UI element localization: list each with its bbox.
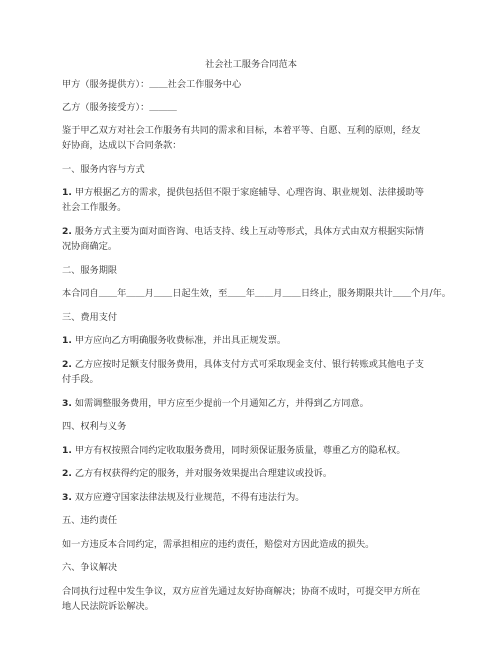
clause-number: 2.: [62, 359, 72, 370]
clause-number: 3.: [62, 398, 72, 409]
clause-6-line-1: 合同执行过程中发生争议，双方应首先通过友好协商解决；协商不成时，可提交甲方所在: [62, 586, 421, 597]
clause-text: 如需调整服务费用，甲方应至少提前一个月通知乙方，并得到乙方同意。: [74, 398, 369, 409]
clause-text: 乙方有权获得约定的服务，并对服务效果提出合理建议或投诉。: [74, 468, 333, 479]
section-1-heading: 一、服务内容与方式: [62, 164, 145, 175]
section-2-heading: 二、服务期限: [62, 265, 118, 276]
clause-4-3: [62, 490, 440, 506]
section-4-heading: 四、权利与义务: [62, 421, 127, 432]
clause-1-1-cont: 社会工作服务。: [62, 202, 127, 213]
clause-text: 甲方应向乙方明确服务收费标准，并出具正规发票。: [74, 335, 287, 346]
party-b-blank: ＿＿＿: [149, 102, 177, 113]
clause-text: 甲方有权按照合同约定收取服务费用，同时须保证服务质量，尊重乙方的隐私权。: [74, 445, 406, 456]
party-b-line: [62, 100, 440, 116]
clause-3-2-cont: 付手段。: [62, 374, 99, 385]
section-6-heading: 六、争议解决: [62, 562, 118, 573]
clause-text: 双方应遵守国家法律法规及行业规范，不得有违法行为。: [74, 492, 305, 503]
clause-5-text: 如一方违反本合同约定，需承担相应的违约责任，赔偿对方因此造成的损失。: [62, 539, 375, 550]
clause-6-line-2: 地人民法院诉讼解决。: [62, 601, 154, 612]
clause-4-1: [62, 443, 440, 459]
party-a-label: 甲方（服务提供方）：: [62, 79, 150, 90]
clause-text: 服务方式主要为面对面咨询、电话支持、线上互动等形式，具体方式由双方根据实际情: [74, 226, 424, 237]
clause-number: 1.: [62, 445, 72, 456]
section-5-heading: 五、违约责任: [62, 515, 118, 526]
section-3-heading: 三、费用支付: [62, 312, 118, 323]
party-a-line: [62, 77, 440, 93]
clause-4-2: [62, 466, 440, 482]
clause-1-2-cont: 况协商确定。: [62, 241, 118, 252]
clause-number: 1.: [62, 187, 72, 198]
party-a-blank: ＿＿: [149, 79, 168, 90]
intro-line-1: 鉴于甲乙双方对社会工作服务有共同的需求和目标，本着平等、自愿、互利的原则，经友: [62, 125, 421, 136]
clause-1-2: [62, 224, 440, 240]
clause-text: 乙方应按时足额支付服务费用，具体支付方式可采取现金支付、银行转账或其他电子支: [74, 359, 424, 370]
clause-number: 2.: [62, 468, 72, 479]
clause-1-1: [62, 185, 440, 201]
service-term-line: 本合同自＿＿年＿＿月＿＿日起生效，至＿＿年＿＿月＿＿日终止，服务期限共计＿＿个月/年。: [62, 288, 451, 299]
intro-line-2: 好协商，达成以下合同条款：: [62, 140, 182, 151]
document-title: 社会社工服务合同范本: [205, 59, 297, 70]
clause-text: 甲方根据乙方的需求，提供包括但不限于家庭辅导、心理咨询、职业规划、法律援助等: [74, 187, 424, 198]
party-b-label: 乙方（服务接受方）：: [62, 102, 150, 113]
clause-number: 2.: [62, 226, 72, 237]
clause-3-2: [62, 357, 440, 373]
clause-3-1: [62, 333, 440, 349]
clause-number: 3.: [62, 492, 72, 503]
clause-3-3: [62, 396, 440, 412]
clause-number: 1.: [62, 335, 72, 346]
party-a-value: 社会工作服务中心: [167, 79, 242, 90]
